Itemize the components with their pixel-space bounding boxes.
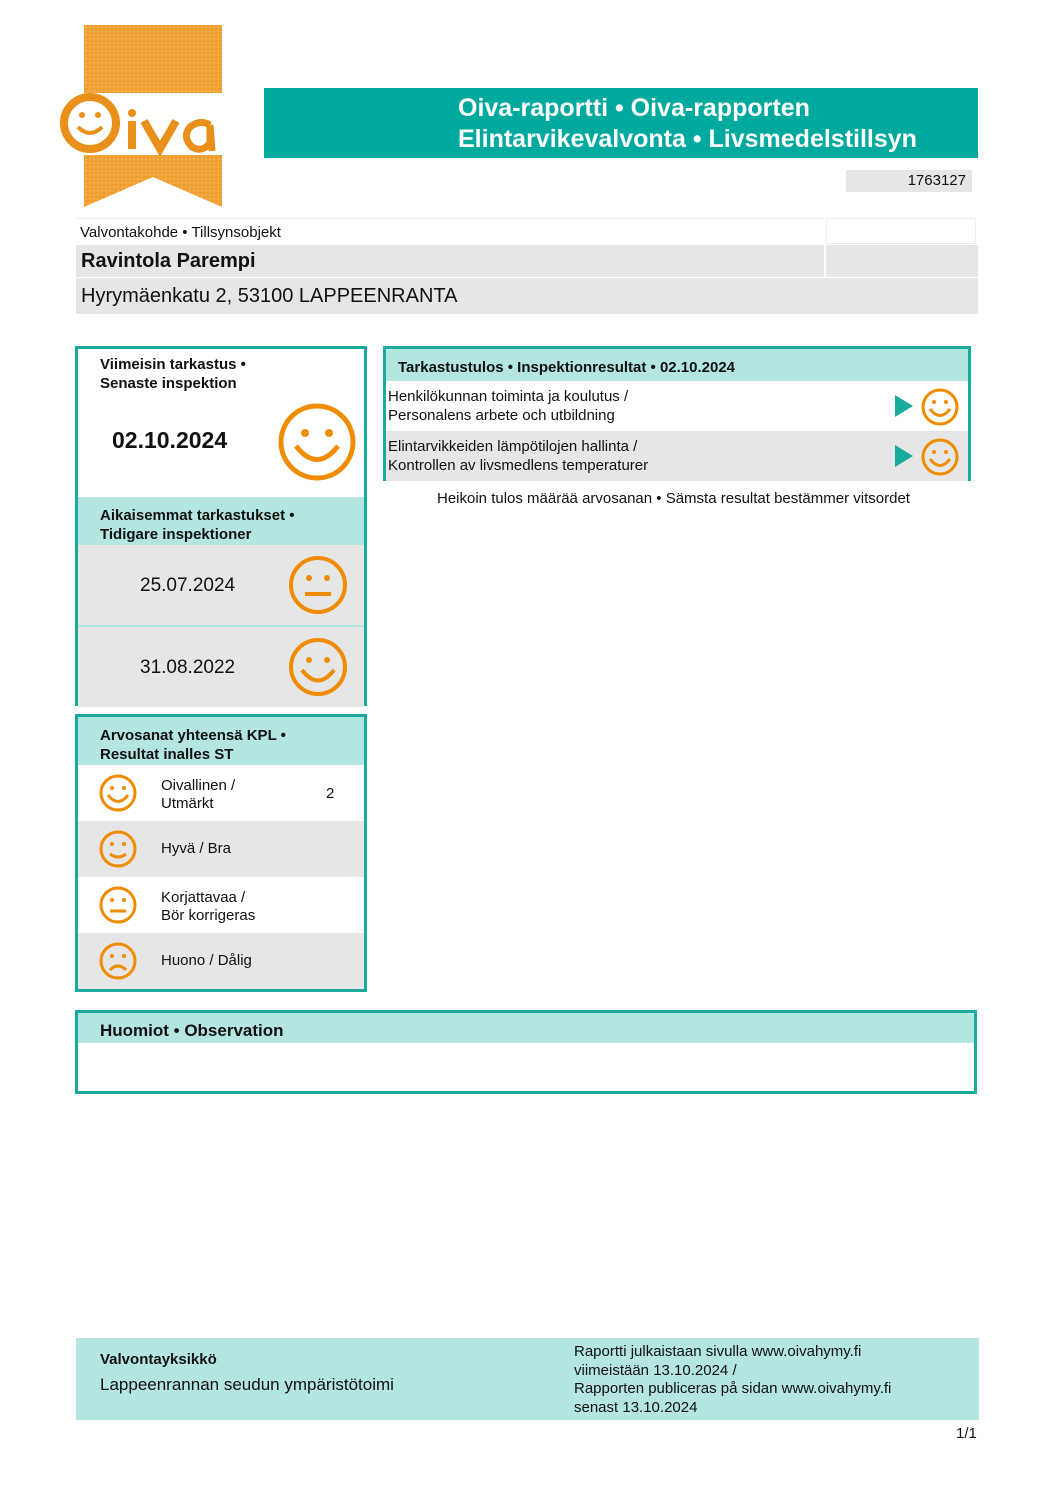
previous-date: 25.07.2024 — [140, 575, 236, 596]
grading-note: Heikoin tulos määrää arvosanan • Sämsta resultat bestämmer vitsordet — [437, 490, 910, 507]
grade-name-line-1: Oivallinen / — [161, 777, 236, 794]
publish-line-4: senast 13.10.2024 — [574, 1399, 698, 1417]
result-row — [386, 381, 968, 431]
grade-total-row — [78, 821, 364, 877]
result-label-line-2: Kontrollen av livsmedlens temperaturer — [388, 457, 649, 474]
latest-inspection-box — [75, 346, 367, 706]
smile-big-icon — [98, 773, 138, 813]
latest-label-line-1: Viimeisin tarkastus • — [100, 356, 246, 373]
publish-info — [574, 1343, 891, 1418]
totals-label-line-2: Resultat inalles ST — [100, 746, 234, 763]
page-number: 1/1 — [956, 1425, 977, 1442]
observation-header — [78, 1013, 974, 1043]
grade-total-row — [78, 765, 364, 821]
inspection-results-header — [386, 349, 968, 381]
grade-totals-header — [78, 717, 364, 765]
inspection-object — [76, 218, 978, 314]
smile-big-icon — [920, 387, 960, 427]
play-arrow-icon — [895, 395, 913, 417]
title-line-2: Elintarvikevalvonta • Livsmedelstillsyn — [458, 125, 917, 153]
publish-line-2: viimeistään 13.10.2024 / — [574, 1361, 737, 1379]
grade-name-line-2: Utmärkt — [161, 795, 214, 812]
footer-panel — [76, 1338, 979, 1420]
smile-icon — [98, 829, 138, 869]
object-label: Valvontakohde • Tillsynsobjekt — [76, 218, 824, 244]
result-label-line-2: Personalens arbete och utbildning — [388, 407, 615, 424]
object-label-cell — [826, 218, 976, 244]
report-title-bar — [264, 88, 978, 158]
latest-label-line-2: Senaste inspektion — [100, 375, 237, 392]
result-label-line-1: Elintarvikkeiden lämpötilojen hallinta / — [388, 438, 638, 455]
grade-name: Hyvä / Bra — [161, 840, 232, 857]
observation-box — [75, 1010, 977, 1094]
play-arrow-icon — [895, 445, 913, 467]
smile-big-icon — [920, 437, 960, 477]
neutral-face-icon — [98, 885, 138, 925]
title-line-1: Oiva-raportti • Oiva-rapporten — [458, 94, 810, 122]
grade-count: 2 — [326, 785, 335, 802]
previous-inspection-row — [78, 545, 364, 625]
result-label-line-1: Henkilökunnan toiminta ja koulutus / — [388, 388, 629, 405]
result-label — [388, 437, 648, 475]
unit-name: Lappeenrannan seudun ympäristötoimi — [100, 1375, 394, 1394]
previous-date: 31.08.2022 — [140, 657, 236, 678]
object-name: Ravintola Parempi — [76, 245, 824, 277]
previous-label-line-2: Tidigare inspektioner — [100, 526, 252, 543]
grade-totals-box — [75, 714, 367, 992]
publish-line-3: Rapporten publiceras på sidan www.oivahymy.fi — [574, 1380, 892, 1398]
result-row — [386, 431, 968, 481]
inspection-results-box — [383, 346, 971, 481]
grade-total-row — [78, 877, 364, 933]
object-address: Hyrymäenkatu 2, 53100 LAPPEENRANTA — [76, 278, 978, 314]
previous-inspection-row — [78, 627, 364, 707]
report-id: 1763127 — [846, 170, 972, 192]
unit-label: Valvontayksikkö — [100, 1351, 217, 1368]
frown-face-icon — [98, 941, 138, 981]
grade-name — [161, 889, 255, 925]
smile-big-icon — [288, 637, 348, 697]
grade-name: Huono / Dålig — [161, 952, 252, 969]
previous-label-line-1: Aikaisemmat tarkastukset • — [100, 507, 295, 524]
previous-inspections-header — [78, 497, 364, 545]
smile-big-icon — [276, 401, 358, 483]
grade-total-row — [78, 933, 364, 989]
oiva-logo — [60, 25, 240, 210]
results-header-text: Tarkastustulos • Inspektionresultat • 02.10.2024 — [398, 359, 736, 376]
publish-line-1: Raportti julkaistaan sivulla www.oivahymy.fi — [574, 1343, 862, 1360]
result-label — [388, 387, 628, 425]
latest-date: 02.10.2024 — [112, 427, 228, 453]
grade-name-line-1: Korjattavaa / — [161, 889, 246, 906]
observation-header-text: Huomiot • Observation — [100, 1021, 284, 1040]
latest-label — [100, 355, 246, 393]
totals-label-line-1: Arvosanat yhteensä KPL • — [100, 727, 286, 744]
object-name-cell — [826, 245, 978, 277]
grade-name-line-2: Bör korrigeras — [161, 907, 256, 924]
neutral-face-icon — [288, 555, 348, 615]
grade-name — [161, 777, 235, 813]
